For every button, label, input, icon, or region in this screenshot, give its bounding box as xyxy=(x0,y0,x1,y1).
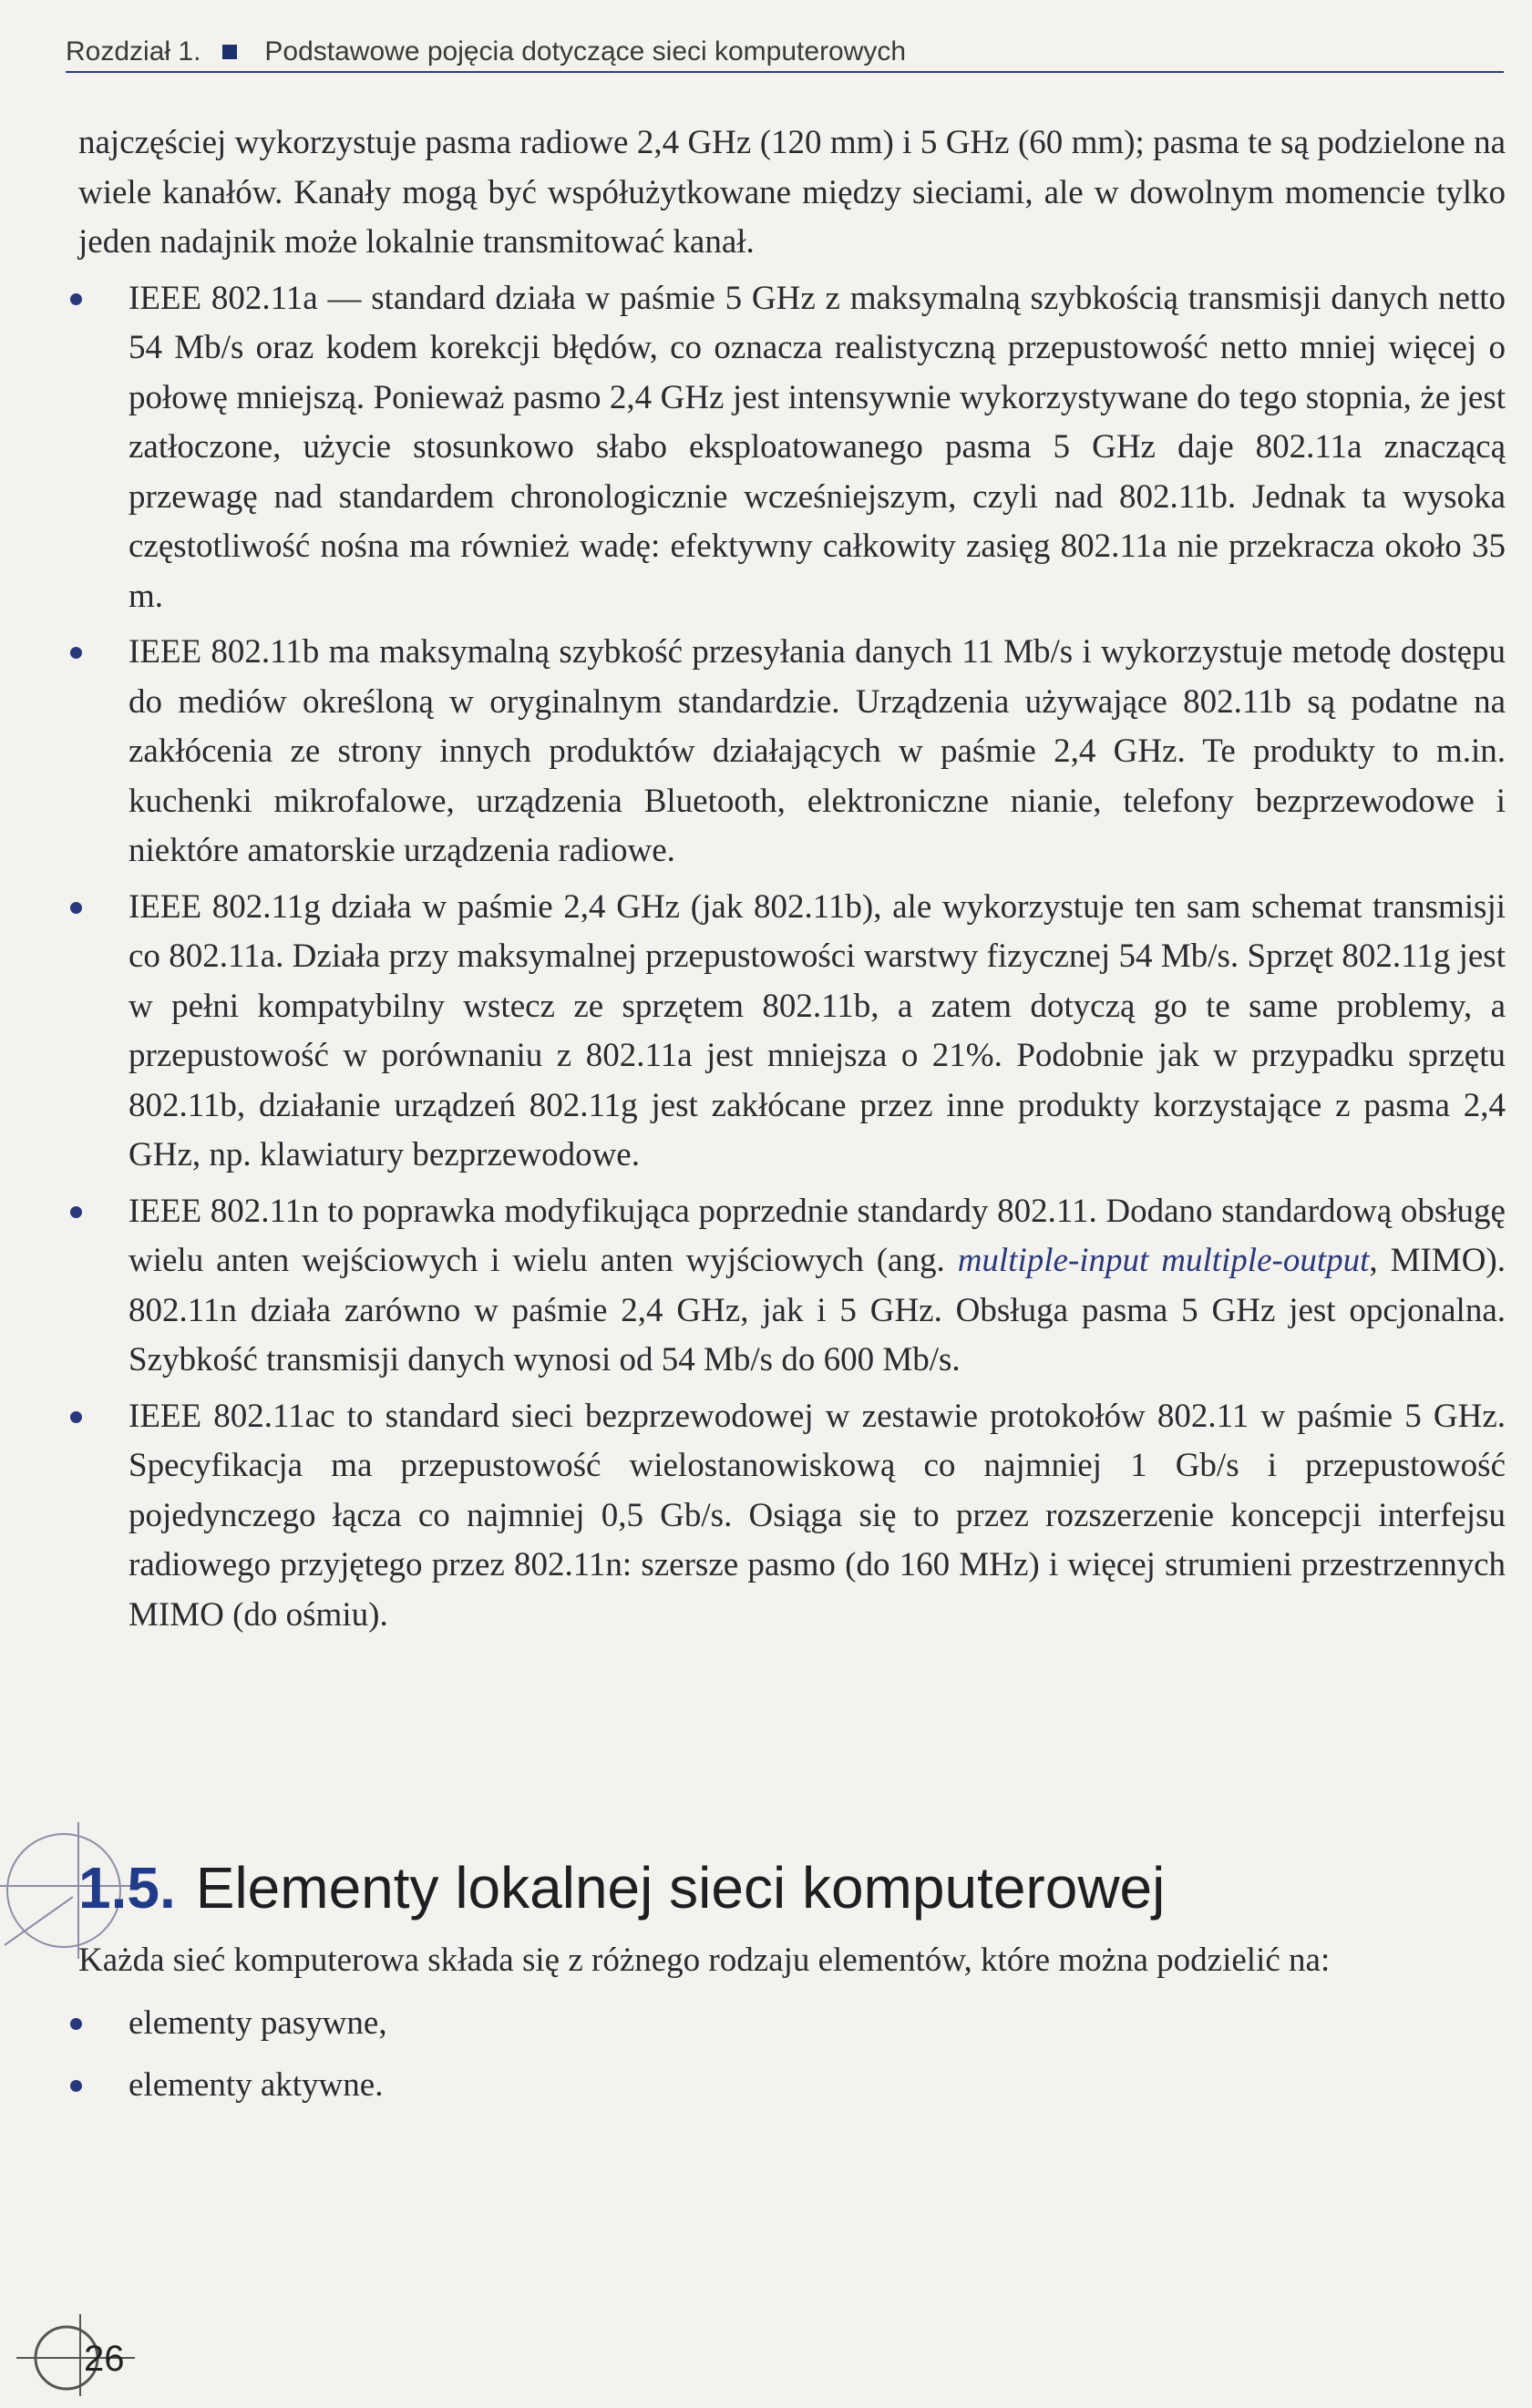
elements-list xyxy=(78,1999,1506,2111)
standards-list xyxy=(78,274,1506,1641)
list-item-text: elementy pasywne, xyxy=(129,2003,387,2042)
standard-name: IEEE 802.11b xyxy=(129,633,320,671)
list-item xyxy=(78,1392,1506,1641)
page-number-emblem-icon xyxy=(16,2305,144,2405)
header-rule xyxy=(66,71,1504,73)
standard-desc-start: to poprawka modyfikująca poprzednie standardy 802.11. Dodano standardową obsługę wielu anten wejściowych i wielu anten wyjściowych (ang. xyxy=(129,1192,1506,1279)
bullet-icon xyxy=(70,647,82,659)
running-header xyxy=(66,36,1504,67)
standard-desc: to standard sieci bezprzewodowej w zestawie protokołów 802.11 w paśmie 5 GHz. Specyfikacja ma przepustowość wielostanowiskową co najmniej 1 Gb/s i przepustowość pojedynczego łącza co najmniej 0,5 Gb/s. Osiąga się to przez rozszerzenie koncepcji interfejsu radiowego przyjętego przez 802.11n: szersze pasmo (do 160 MHz) i więcej strumieni przestrzennych MIMO (do ośmiu). xyxy=(129,1397,1506,1634)
bullet-icon xyxy=(70,2018,82,2030)
section-title xyxy=(78,1854,1165,1921)
main-content xyxy=(78,118,1506,1640)
bullet-icon xyxy=(70,1411,82,1423)
page-number: 26 xyxy=(84,2339,125,2379)
standard-desc-end: , MIMO). 802.11n działa zarówno w paśmie 2,4 GHz, jak i 5 GHz. Obsługa pasma 5 GHz jest opcjonalna. Szybkość transmisji danych wynosi od 54 Mb/s do 600 Mb/s. xyxy=(129,1242,1506,1378)
list-item xyxy=(78,883,1506,1181)
list-item xyxy=(78,628,1506,876)
list-item xyxy=(78,1187,1506,1386)
standard-name: IEEE 802.11n xyxy=(129,1192,319,1230)
standard-name: IEEE 802.11ac xyxy=(129,1397,335,1435)
list-item xyxy=(78,2061,1506,2111)
standard-desc: działa w paśmie 2,4 GHz (jak 802.11b), ale wykorzystuje ten sam schemat transmisji co 802.11a. Działa przy maksymalnej przepustowości warstwy fizycznej 54 Mb/s. Sprzęt 802.11g jest w pełni kompatybilny wstecz ze sprzętem 802.11b, a zatem dotyczą go te same problemy, a przepustowość w porównaniu z 802.11a jest mniejsza o 21%. Podobnie jak w przypadku sprzętu 802.11b, działanie urządzeń 802.11g jest zakłócane przez inne produkty korzystające z pasma 2,4 GHz, np. klawiatury bezprzewodowe. xyxy=(129,887,1506,1173)
english-term: multiple-input multiple-output xyxy=(957,1242,1370,1279)
bullet-icon xyxy=(70,902,82,914)
bullet-icon xyxy=(70,2080,82,2092)
section-heading xyxy=(78,1845,1500,1936)
list-item xyxy=(78,274,1506,622)
section-content xyxy=(78,1936,1506,2111)
header-square-icon xyxy=(222,45,237,59)
chapter-label: Rozdział 1. xyxy=(66,36,201,67)
bullet-icon xyxy=(70,1206,82,1218)
intro-paragraph: najczęściej wykorzystuje pasma radiowe 2,4 GHz (120 mm) i 5 GHz (60 mm); pasma te są podzielone na wiele kanałów. Kanały mogą być współużytkowane między sieciami, ale w dowolnym momencie tylko jeden nadajnik może lokalnie transmitować kanał. xyxy=(78,124,1506,261)
bullet-icon xyxy=(70,293,82,305)
section-number: 1.5. xyxy=(78,1855,176,1921)
standard-name: IEEE 802.11g xyxy=(129,887,321,926)
standard-desc: ma maksymalną szybkość przesyłania danych 11 Mb/s i wykorzystuje metodę dostępu do mediów określoną w oryginalnym standardzie. Urządzenia używające 802.11b są podatne na zakłócenia ze strony innych produktów działających w paśmie 2,4 GHz. Te produkty to m.in. kuchenki mikrofalowe, urządzenia Bluetooth, elektroniczne nianie, telefony bezprzewodowe i niektóre amatorskie urządzenia radiowe. xyxy=(129,633,1506,869)
section-intro: Każda sieć komputerowa składa się z różnego rodzaju elementów, które można podzielić na: xyxy=(78,1942,1331,1979)
standard-desc: — standard działa w paśmie 5 GHz z maksymalną szybkością transmisji danych netto 54 Mb/s oraz kodem korekcji błędów, co oznacza realistyczną przepustowość netto mniej więcej o połowę mniejszą. Ponieważ pasmo 2,4 GHz jest intensywnie wykorzystywane do tego stopnia, że jest zatłoczone, użycie stosunkowo słabo eksploatowanego pasma 5 GHz daje 802.11a znaczącą przewagę nad standardem chronologicznie wcześniejszym, czyli nad 802.11b. Jednak ta wysoka częstotliwość nośna ma również wadę: efektywny całkowity zasięg 802.11a nie przekracza około 35 m. xyxy=(129,279,1506,615)
chapter-title: Podstawowe pojęcia dotyczące sieci komputerowych xyxy=(264,36,907,67)
list-item-text: elementy aktywne. xyxy=(129,2066,384,2104)
section-title-text: Elementy lokalnej sieci komputerowej xyxy=(195,1855,1166,1921)
list-item xyxy=(78,1999,1506,2049)
standard-name: IEEE 802.11a xyxy=(129,279,318,317)
